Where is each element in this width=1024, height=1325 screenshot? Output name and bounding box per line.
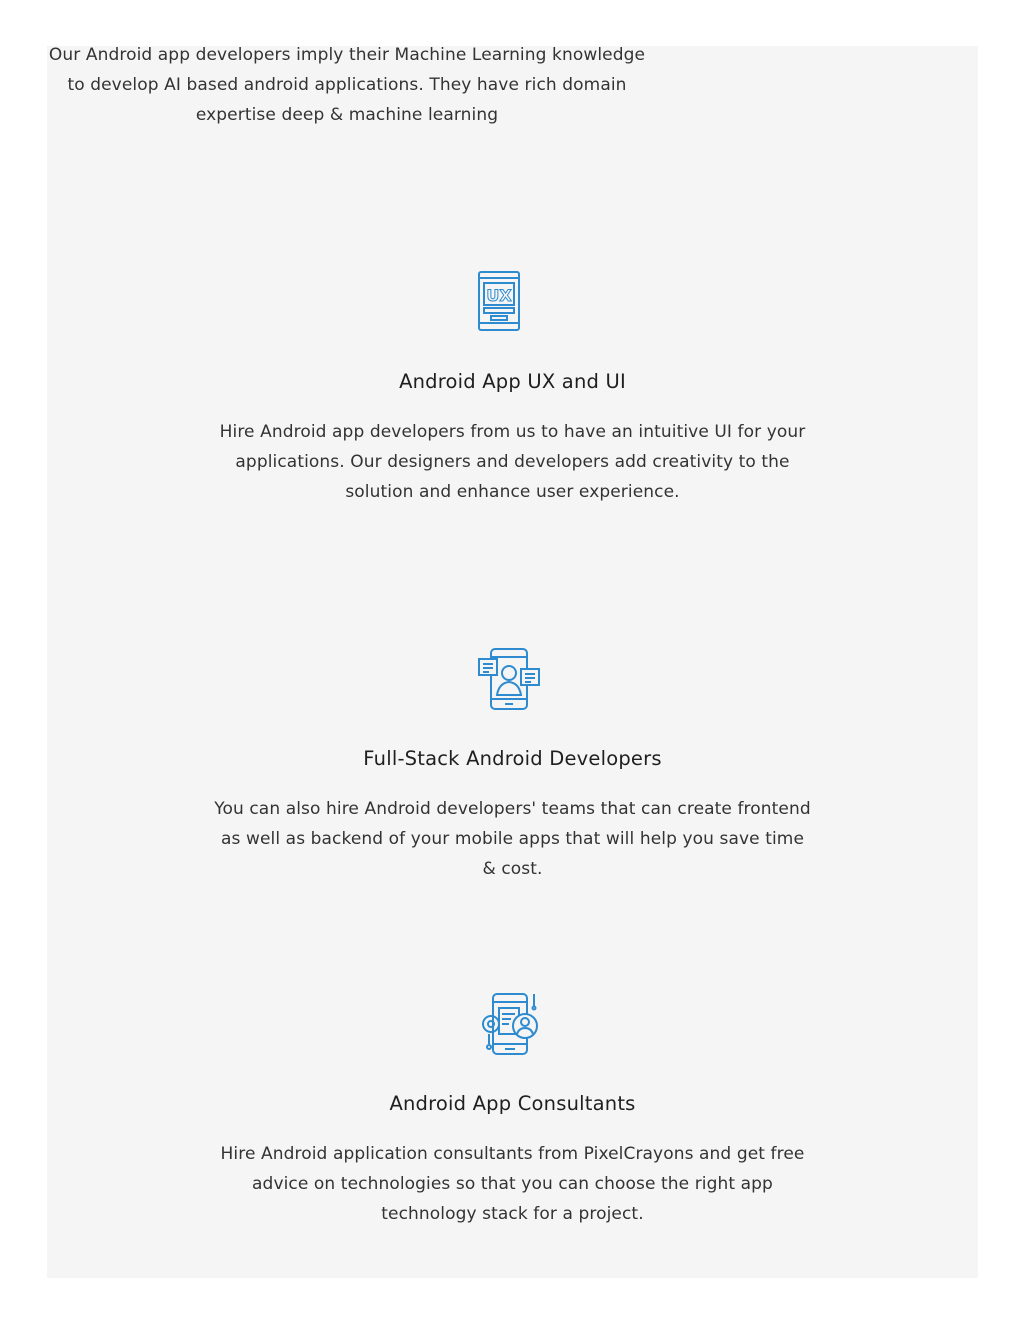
feature-title: Android App UX and UI xyxy=(399,370,626,393)
ux-ui-icon xyxy=(477,270,521,332)
consultant-icon xyxy=(477,992,541,1058)
full-stack-developer-icon xyxy=(477,647,541,711)
feature-title: Full-Stack Android Developers xyxy=(363,747,662,770)
feature-description: You can also hire Android developers' teams that can create frontend as well as backend of your mobile apps that will help you save time & cost. xyxy=(214,799,811,879)
services-panel xyxy=(47,46,978,1278)
svg-text:UX: UX xyxy=(485,286,512,305)
feature-description: Hire Android application consultants from PixelCrayons and get free advice on technologies so that you can choose the right app technology stack for a project. xyxy=(220,1144,805,1224)
feature-title: Android App Consultants xyxy=(389,1092,636,1115)
feature-description: Our Android app developers imply their Machine Learning knowledge to develop AI based android applications. They have rich domain expertise deep & machine learning xyxy=(48,45,646,125)
feature-machine-learning xyxy=(47,40,978,130)
feature-description: Hire Android app developers from us to have an intuitive UI for your applications. Our designers and developers add creativity to the solution and enhance user experience. xyxy=(219,422,806,502)
